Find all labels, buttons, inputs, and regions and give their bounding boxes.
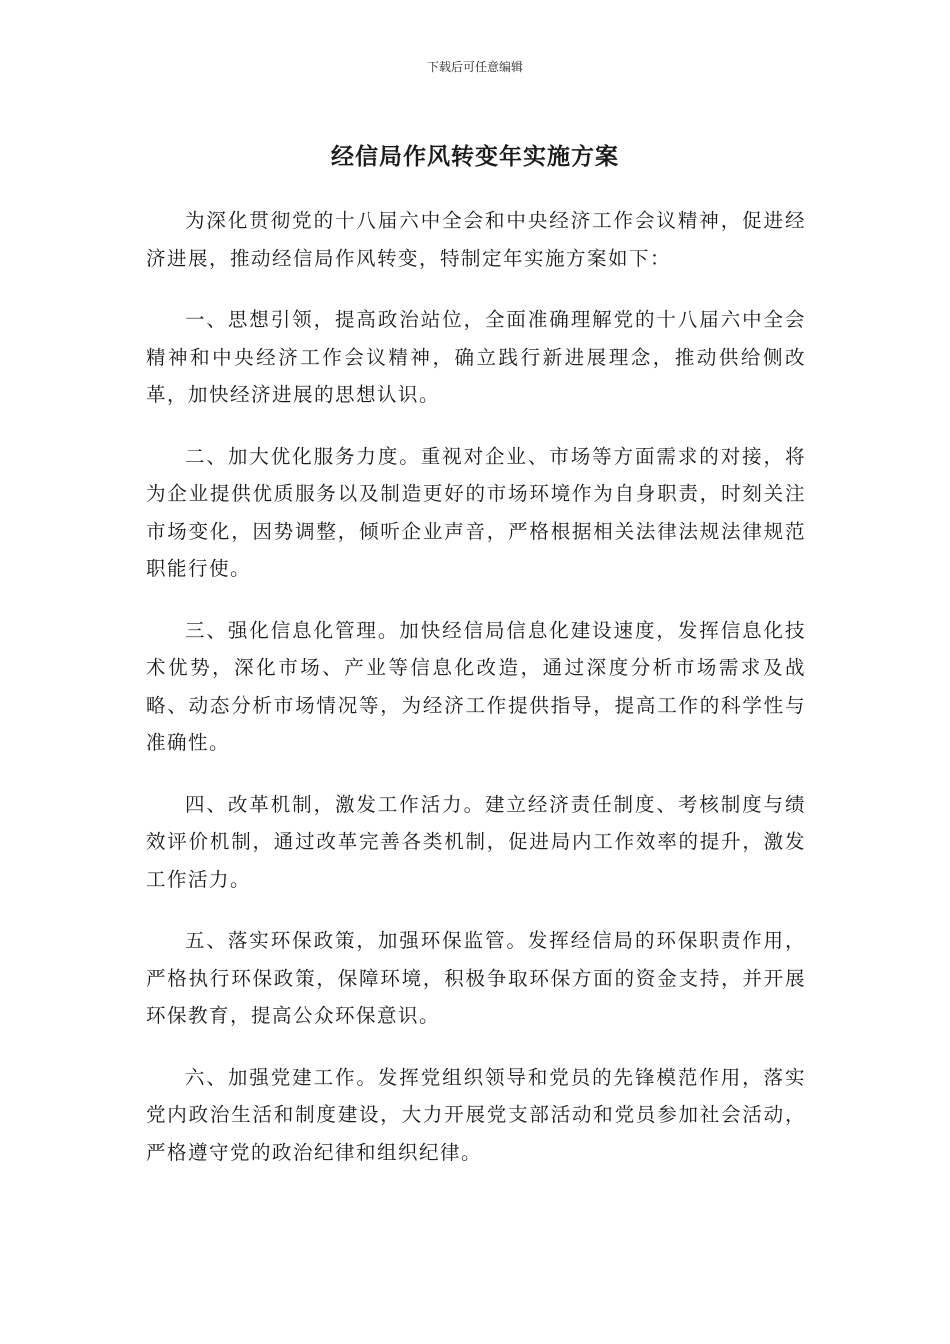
- paragraph-1: 一、思想引领，提高政治站位，全面准确理解党的十八届六中全会精神和中央经济工作会议精神，确立践行新进展理念，推动供给侧改革，加快经济进展的思想认识。: [146, 308, 806, 406]
- paragraph-3: 三、强化信息化管理。加快经信局信息化建设速度，发挥信息化技术优势，深化市场、产业等信息化改造，通过深度分析市场需求及战略、动态分析市场情况等，为经济工作提供指导，提高工作的科学性与准确性。: [146, 618, 806, 754]
- document-title: 经信局作风转变年实施方案: [331, 144, 619, 170]
- paragraph-4: 四、改革机制，激发工作活力。建立经济责任制度、考核制度与绩效评价机制，通过改革完善各类机制，促进局内工作效率的提升，激发工作活力。: [146, 792, 806, 891]
- document-body: [146, 202, 806, 1195]
- header-note: 下载后可任意编辑: [426, 60, 523, 74]
- paragraph-2: 二、加大优化服务力度。重视对企业、市场等方面需求的对接，将为企业提供优质服务以及制造更好的市场环境作为自身职责，时刻关注市场变化，因势调整，倾听企业声音，严格根据相关法律法规法律规范职能行使。: [146, 444, 806, 580]
- paragraph-5: 五、落实环保政策，加强环保监管。发挥经信局的环保职责作用，严格执行环保政策，保障环境，积极争取环保方面的资金支持，并开展环保教育，提高公众环保意识。: [146, 929, 806, 1027]
- paragraph-intro: 为深化贯彻党的十八届六中全会和中央经济工作会议精神，促进经济进展，推动经信局作风转变，特制定年实施方案如下：: [146, 209, 806, 270]
- paragraph-6: 六、加强党建工作。发挥党组织领导和党员的先锋模范作用，落实党内政治生活和制度建设，大力开展党支部活动和党员参加社会活动，严格遵守党的政治纪律和组织纪律。: [146, 1065, 806, 1164]
